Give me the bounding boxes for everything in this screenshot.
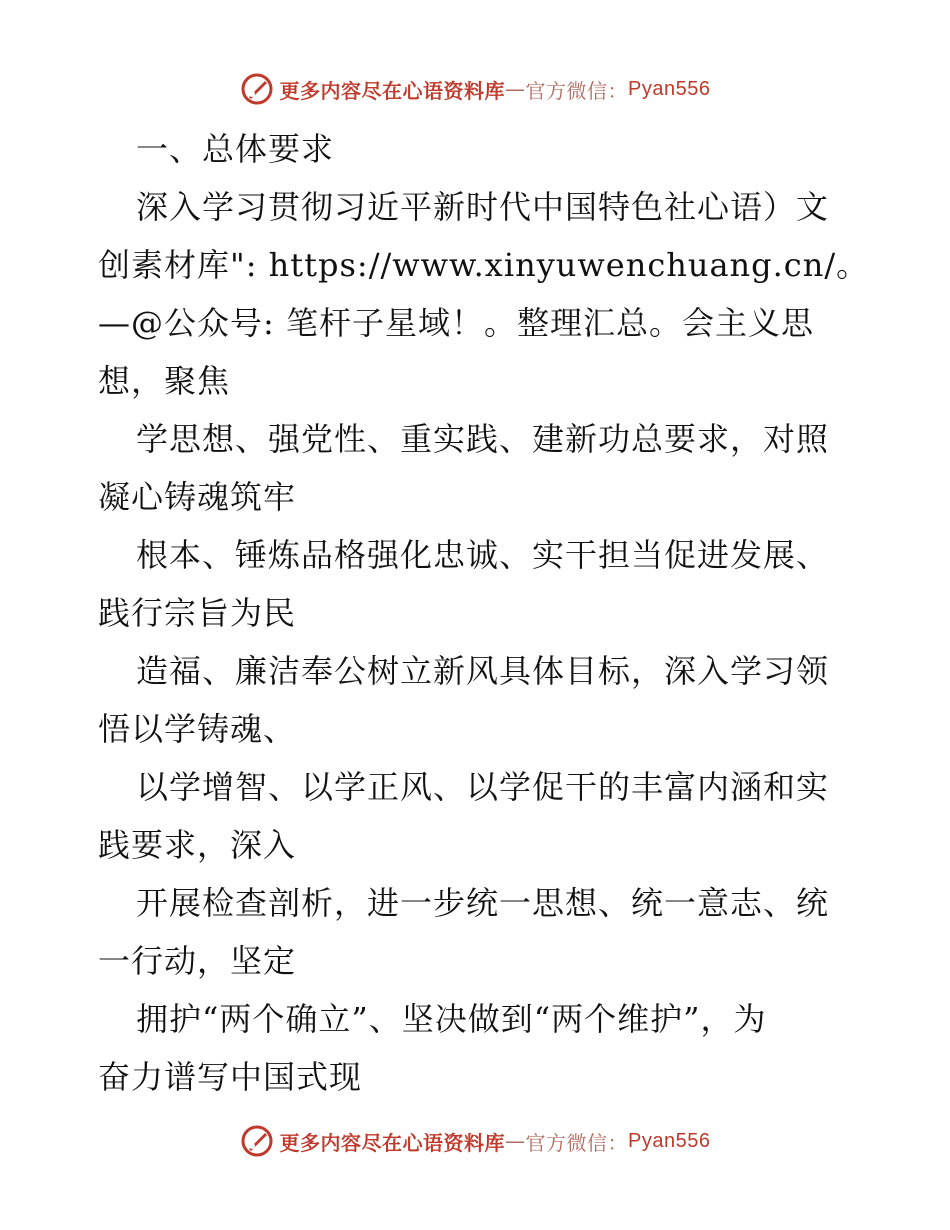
watermark-header — [0, 72, 950, 106]
body-line: —@公众号: 笔杆子星域！。整理汇总。会主义思 — [98, 304, 814, 342]
watermark-footer — [0, 1124, 950, 1158]
body-line: 践要求，深入 — [98, 826, 297, 864]
body-line: 一、总体要求 — [136, 130, 335, 168]
watermark-wechat-id: Pyan556 — [628, 1129, 711, 1152]
body-line: 拥护“两个确立”、坚决做到“两个维护”，为 — [136, 1000, 767, 1038]
body-line: 深入学习贯彻习近平新时代中国特色社心语）文 — [136, 188, 830, 226]
body-line: 践行宗旨为民 — [98, 594, 297, 632]
watermark-dash: — — [505, 1129, 526, 1153]
body-line: 学思想、强党性、重实践、建新功总要求，对照 — [136, 420, 830, 458]
watermark-main-text: 更多内容尽在心语资料库 — [279, 78, 506, 103]
body-line: 奋力谱写中国式现 — [98, 1058, 363, 1096]
pen-logo-icon — [240, 1124, 274, 1158]
pen-logo-icon — [240, 72, 274, 106]
body-line: 想，聚焦 — [98, 362, 231, 400]
watermark-wechat-id: Pyan556 — [628, 77, 711, 100]
body-line: 根本、锤炼品格强化忠诚、实干担当促进发展、 — [136, 536, 830, 574]
body-line: 一行动，坚定 — [98, 942, 297, 980]
watermark-main-text: 更多内容尽在心语资料库 — [279, 1130, 506, 1155]
body-line: 凝心铸魂筑牢 — [98, 478, 297, 516]
watermark-sub-text: 官方微信： — [525, 1130, 629, 1155]
body-line: 悟以学铸魂、 — [98, 710, 297, 748]
watermark-dash: — — [505, 77, 526, 101]
watermark-sub-text: 官方微信： — [525, 78, 629, 103]
body-line: 造福、廉洁奉公树立新风具体目标，深入学习领 — [136, 652, 830, 690]
document-body — [98, 120, 870, 1106]
body-line: 创素材库": https://www.xinyuwenchuang.cn/。 — [98, 246, 870, 284]
body-line: 开展检查剖析，进一步统一思想、统一意志、统 — [136, 884, 830, 922]
body-line: 以学增智、以学正风、以学促干的丰富内涵和实 — [136, 768, 830, 806]
